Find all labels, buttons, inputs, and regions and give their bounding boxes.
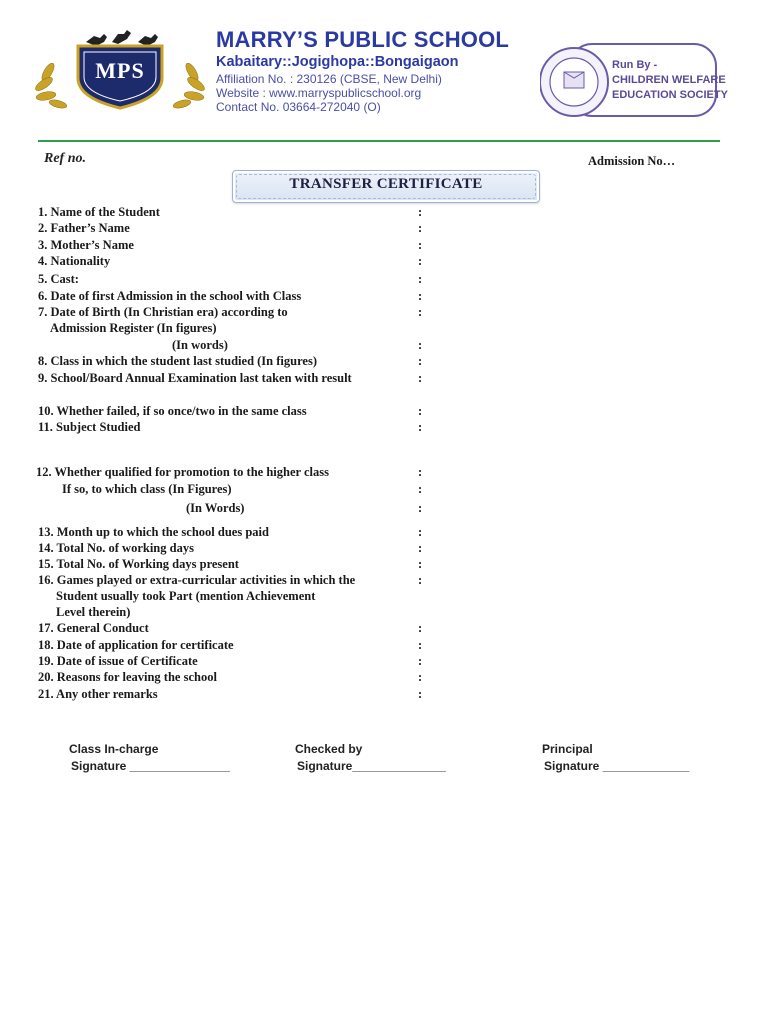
field-label: 19. Date of issue of Certificate [38,654,198,668]
contact-text: Contact No. 03664-272040 (O) [216,100,381,114]
field-colon: : [418,687,423,701]
field-colon: : [418,371,423,385]
ref-no-label: Ref no. [44,151,86,166]
field-label: If so, to which class (In Figures) [62,482,232,496]
field-row [0,589,770,605]
field-row [0,605,770,621]
field-colon: : [418,221,423,235]
field-label: 9. School/Board Annual Examination last taken with result [38,371,352,385]
field-row [0,254,770,270]
field-row [0,557,770,573]
field-row [0,465,770,481]
field-colon: : [418,465,423,479]
field-label: 14. Total No. of working days [38,541,194,555]
field-label: 4. Nationality [38,254,111,268]
checked-by-label: Checked by [295,742,363,756]
field-label: 18. Date of application for certificate [38,638,234,652]
field-label: 1. Name of the Student [38,205,160,219]
field-colon: : [418,541,423,555]
field-label: 17. General Conduct [38,621,149,635]
field-label: Admission Register (In figures) [50,321,217,335]
field-row [0,272,770,288]
field-row [0,501,770,517]
checked-by-signature: Signature______________ [297,759,446,773]
field-label: 7. Date of Birth (In Christian era) according to [38,305,288,319]
field-row [0,289,770,305]
field-colon: : [418,670,423,684]
field-label: 15. Total No. of Working days present [38,557,239,571]
field-label: 10. Whether failed, if so once/two in the same class [38,404,307,418]
field-colon: : [418,482,423,496]
seal-line-3: EDUCATION SOCIETY [612,89,728,101]
affiliation-text: Affiliation No. : 230126 (CBSE, New Delhi) [216,72,442,86]
principal-label: Principal [542,742,593,756]
field-row [0,338,770,354]
field-colon: : [418,254,423,268]
field-row [0,221,770,237]
field-label: 11. Subject Studied [38,420,141,434]
field-colon: : [418,305,423,319]
field-row [0,354,770,370]
field-colon: : [418,525,423,539]
field-row [0,687,770,703]
field-row [0,205,770,221]
field-colon: : [418,557,423,571]
field-label: (In words) [172,338,228,352]
society-seal [540,34,728,130]
seal-line-1: Run By - [612,59,658,71]
certificate-title: TRANSFER CERTIFICATE [289,176,483,192]
field-row [0,371,770,387]
field-row [0,670,770,686]
school-name: MARRY’S PUBLIC SCHOOL [216,27,510,52]
field-row [0,621,770,637]
field-row [0,305,770,321]
field-label: 16. Games played or extra-curricular activities in which the [38,573,356,587]
class-incharge-signature: Signature _______________ [71,759,230,773]
field-row [0,573,770,589]
class-incharge-label: Class In-charge [69,742,159,756]
field-colon: : [418,501,423,515]
field-label: 12. Whether qualified for promotion to the higher class [36,465,329,479]
field-label: 5. Cast: [38,272,79,286]
field-colon: : [418,272,423,286]
field-row [0,321,770,337]
field-label: 3. Mother’s Name [38,238,134,252]
field-row [0,638,770,654]
field-label: Level therein) [56,605,131,619]
field-row [0,482,770,498]
field-colon: : [418,338,423,352]
field-colon: : [418,638,423,652]
field-label: 8. Class in which the student last studied (In figures) [38,354,317,368]
field-label: 21. Any other remarks [38,687,158,701]
field-row [0,541,770,557]
field-colon: : [418,621,423,635]
field-label: (In Words) [186,501,245,515]
field-row [0,404,770,420]
field-label: 2. Father’s Name [38,221,130,235]
field-colon: : [418,354,423,368]
field-label: 13. Month up to which the school dues paid [38,525,269,539]
seal-line-2: CHILDREN WELFARE [612,74,726,86]
field-colon: : [418,420,423,434]
field-colon: : [418,205,423,219]
field-row [0,420,770,436]
logo-monogram: MPS [95,58,145,83]
admission-no-label: Admission No… [588,154,676,168]
field-colon: : [418,654,423,668]
principal-signature: Signature _____________ [544,759,690,773]
field-row [0,525,770,541]
field-label: 20. Reasons for leaving the school [38,670,217,684]
field-label: Student usually took Part (mention Achievement [56,589,316,603]
website-text: Website : www.marryspublicschool.org [216,86,422,100]
field-colon: : [418,289,423,303]
school-logo [34,28,206,110]
field-label: 6. Date of first Admission in the school with Class [38,289,302,303]
field-row [0,654,770,670]
field-row [0,238,770,254]
field-colon: : [418,238,423,252]
header-divider [38,140,720,142]
school-location: Kabaitary::Jogighopa::Bongaigaon [216,54,459,70]
field-colon: : [418,573,423,587]
field-colon: : [418,404,423,418]
